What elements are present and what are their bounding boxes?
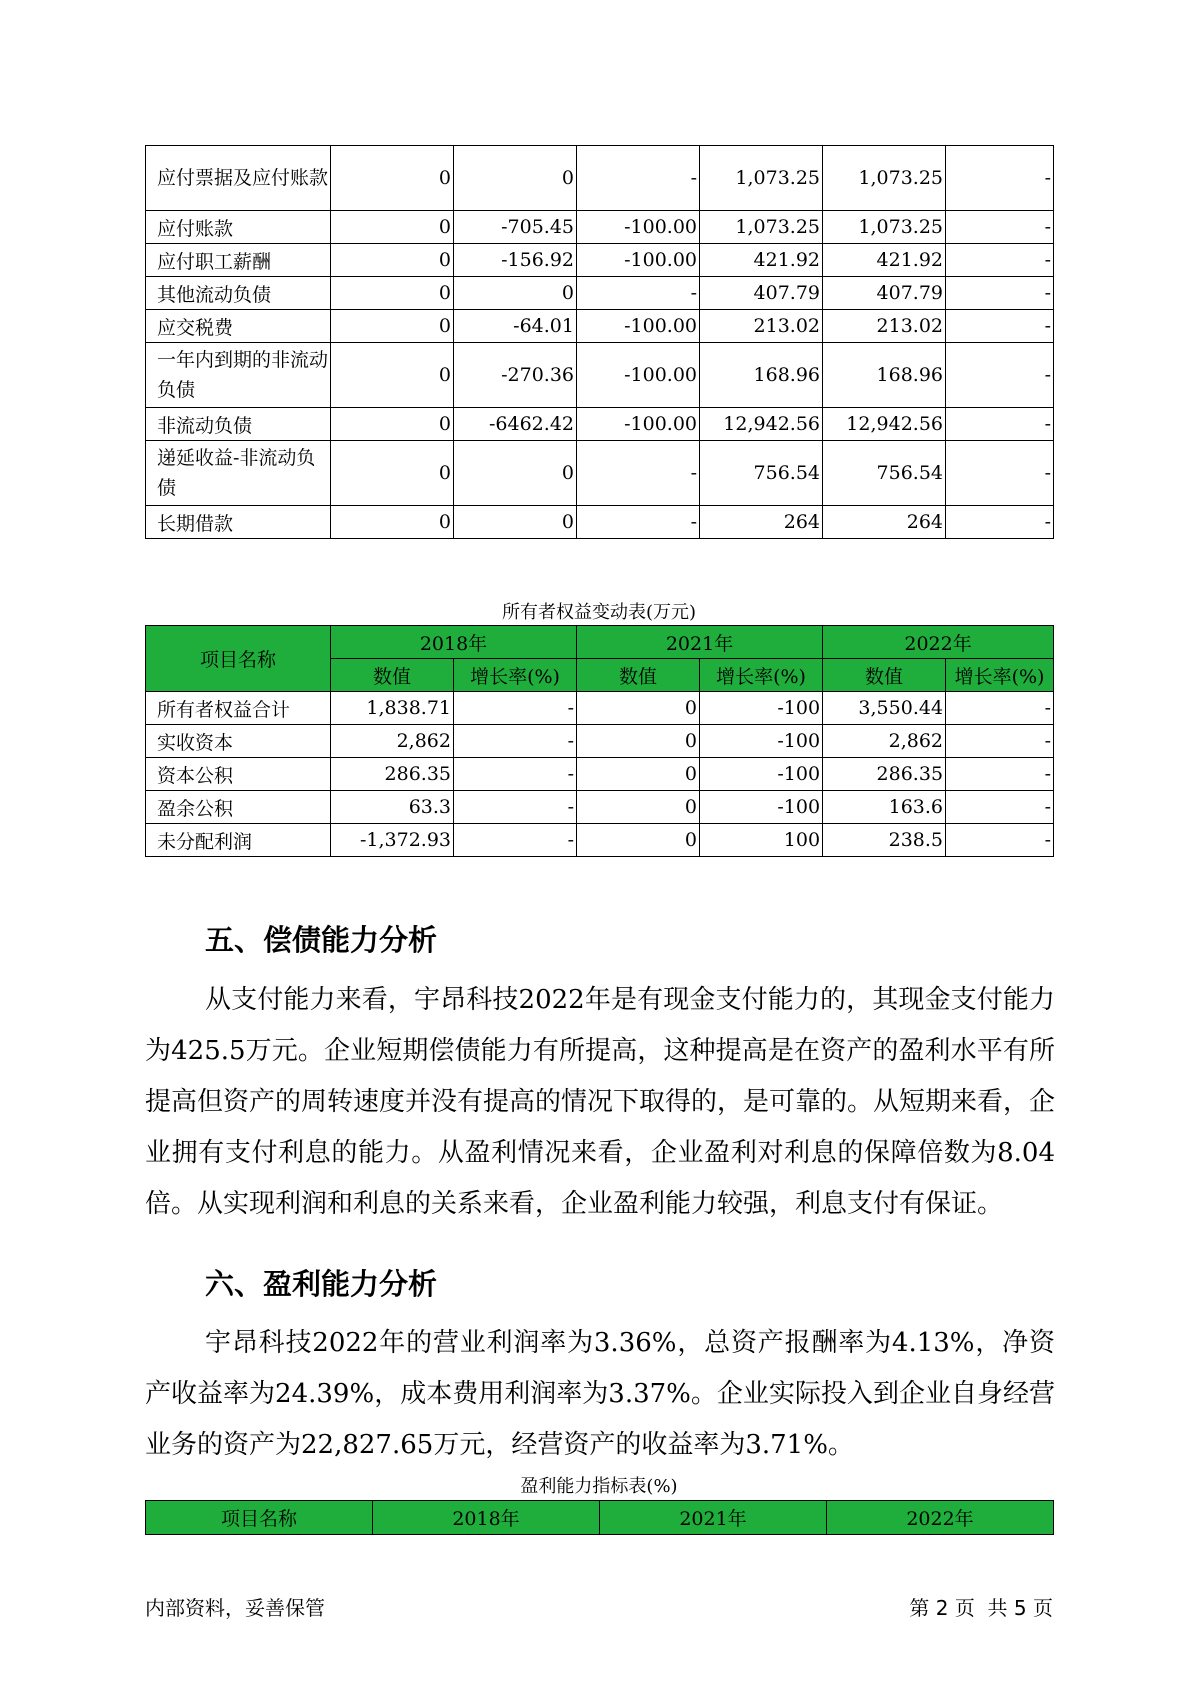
liabilities-cell: 12,942.56 [700,408,823,441]
equity-header-year-2022: 2022年 [823,626,1054,659]
liabilities-cell: 0 [331,441,454,506]
liabilities-cell: -100.00 [577,408,700,441]
liabilities-row [146,441,1054,506]
equity-row-name: 所有者权益合计 [146,692,331,725]
equity-cell: - [454,758,577,791]
liabilities-row-name: 非流动负债 [146,408,331,441]
liabilities-cell: - [946,343,1054,408]
equity-cell: 286.35 [823,758,946,791]
equity-row [146,725,1054,758]
equity-cell: - [946,758,1054,791]
liabilities-cell: -64.01 [454,310,577,343]
liabilities-row [146,211,1054,244]
liabilities-cell: 421.92 [823,244,946,277]
equity-row-name: 实收资本 [146,725,331,758]
liabilities-cell: 0 [331,310,454,343]
liabilities-cell: - [946,441,1054,506]
liabilities-cell: 1,073.25 [700,211,823,244]
liabilities-cell: 213.02 [823,310,946,343]
liabilities-cell: - [577,506,700,539]
liabilities-cell: - [577,277,700,310]
liabilities-cell: 0 [331,146,454,211]
liabilities-cell: - [946,310,1054,343]
equity-cell: - [454,725,577,758]
equity-cell: 1,838.71 [331,692,454,725]
equity-header-year-2018: 2018年 [331,626,577,659]
equity-cell: - [946,791,1054,824]
equity-table [145,625,1054,857]
equity-subheader-growth: 增长率(%) [454,659,577,692]
liabilities-cell: - [946,244,1054,277]
equity-subheader-value: 数值 [331,659,454,692]
liabilities-cell: 0 [331,244,454,277]
equity-row [146,758,1054,791]
section-title-profitability: 六、盈利能力分析 [205,1267,438,1301]
section-title-solvency: 五、偿债能力分析 [205,923,438,957]
equity-row-name: 盈余公积 [146,791,331,824]
liabilities-cell: 407.79 [823,277,946,310]
equity-cell: 0 [577,725,700,758]
profit-header-year-2018: 2018年 [373,1501,600,1535]
profit-header-year-2022: 2022年 [827,1501,1054,1535]
equity-table-caption: 所有者权益变动表(万元) [501,602,697,623]
equity-cell: 238.5 [823,824,946,857]
equity-cell: 0 [577,758,700,791]
equity-subheader-growth: 增长率(%) [946,659,1054,692]
liabilities-cell: 0 [331,343,454,408]
liabilities-cell: 421.92 [700,244,823,277]
liabilities-cell: - [946,146,1054,211]
liabilities-cell: 0 [331,277,454,310]
liabilities-row [146,146,1054,211]
equity-cell: -100 [700,692,823,725]
equity-cell: -100 [700,791,823,824]
equity-cell: - [946,725,1054,758]
liabilities-row [146,408,1054,441]
equity-row-name: 未分配利润 [146,824,331,857]
liabilities-cell: 1,073.25 [823,146,946,211]
paragraph-solvency: 从支付能力来看，宇昂科技2022年是有现金支付能力的，其现金支付能力为425.5万元。企业短期偿债能力有所提高，这种提高是在资产的盈利水平有所提高但资产的周转速度并没有提高的情况下取得的，是可靠的。从短期来看，企业拥有支付利息的能力。从盈利情况来看，企业盈利对利息的保障倍数为8.04倍。从实现利润和利息的关系来看，企业盈利能力较强，利息支付有保证。 [145,985,1056,1219]
liabilities-cell: -100.00 [577,244,700,277]
profit-header-item: 项目名称 [146,1501,373,1535]
footer-page-number: 第 2 页 共 5 页 [909,1596,1053,1620]
equity-cell: 0 [577,692,700,725]
equity-subheader-value: 数值 [823,659,946,692]
liabilities-row [146,506,1054,539]
equity-cell: -1,372.93 [331,824,454,857]
liabilities-cell: -100.00 [577,211,700,244]
equity-cell: - [946,692,1054,725]
liabilities-cell: 12,942.56 [823,408,946,441]
liabilities-cell: 0 [331,211,454,244]
equity-header-item: 项目名称 [146,626,331,692]
liabilities-row [146,310,1054,343]
equity-cell: 0 [577,791,700,824]
liabilities-cell: - [946,506,1054,539]
liabilities-cell: -100.00 [577,310,700,343]
liabilities-cell: 264 [700,506,823,539]
equity-cell: - [454,824,577,857]
liabilities-cell: - [946,277,1054,310]
equity-cell: - [946,824,1054,857]
equity-cell: 63.3 [331,791,454,824]
liabilities-cell: - [946,211,1054,244]
liabilities-cell: 0 [331,506,454,539]
liabilities-row [146,277,1054,310]
paragraph-profitability: 宇昂科技2022年的营业利润率为3.36%，总资产报酬率为4.13%，净资产收益率为24.39%，成本费用利润率为3.37%。企业实际投入到企业自身经营业务的资产为22,827.65万元，经营资产的收益率为3.71%。 [145,1328,1055,1460]
liabilities-cell: 756.54 [823,441,946,506]
liabilities-cell: 0 [454,146,577,211]
equity-cell: -100 [700,758,823,791]
liabilities-table [145,145,1054,539]
liabilities-cell: 0 [454,506,577,539]
liabilities-row-name: 递延收益-非流动负债 [146,441,331,506]
equity-cell: 163.6 [823,791,946,824]
equity-row [146,692,1054,725]
equity-subheader-growth: 增长率(%) [700,659,823,692]
liabilities-cell: 0 [454,277,577,310]
liabilities-cell: 756.54 [700,441,823,506]
equity-subheader-value: 数值 [577,659,700,692]
liabilities-cell: 1,073.25 [823,211,946,244]
liabilities-cell: -156.92 [454,244,577,277]
equity-cell: - [454,692,577,725]
equity-cell: 286.35 [331,758,454,791]
liabilities-row-name: 其他流动负债 [146,277,331,310]
liabilities-cell: 168.96 [823,343,946,408]
equity-cell: - [454,791,577,824]
liabilities-cell: 1,073.25 [700,146,823,211]
liabilities-cell: -705.45 [454,211,577,244]
profit-table-caption: 盈利能力指标表(%) [520,1476,678,1497]
equity-cell: -100 [700,725,823,758]
liabilities-row-name: 应付票据及应付账款 [146,146,331,211]
equity-cell: 3,550.44 [823,692,946,725]
liabilities-cell: 168.96 [700,343,823,408]
liabilities-row-name: 应交税费 [146,310,331,343]
equity-row [146,824,1054,857]
footer-confidential-note: 内部资料，妥善保管 [145,1596,325,1620]
profitability-table [145,1500,1054,1535]
liabilities-cell: - [946,408,1054,441]
liabilities-row-name: 长期借款 [146,506,331,539]
liabilities-cell: 264 [823,506,946,539]
equity-row-name: 资本公积 [146,758,331,791]
liabilities-row-name: 一年内到期的非流动负债 [146,343,331,408]
liabilities-cell: - [577,441,700,506]
liabilities-row [146,343,1054,408]
profit-header-year-2021: 2021年 [600,1501,827,1535]
liabilities-cell: 213.02 [700,310,823,343]
equity-header-year-2021: 2021年 [577,626,823,659]
liabilities-cell: - [577,146,700,211]
equity-cell: 2,862 [331,725,454,758]
equity-row [146,791,1054,824]
liabilities-cell: 407.79 [700,277,823,310]
liabilities-cell: 0 [331,408,454,441]
equity-cell: 100 [700,824,823,857]
liabilities-cell: 0 [454,441,577,506]
liabilities-row-name: 应付账款 [146,211,331,244]
liabilities-cell: -270.36 [454,343,577,408]
liabilities-cell: -6462.42 [454,408,577,441]
equity-cell: 0 [577,824,700,857]
liabilities-row-name: 应付职工薪酬 [146,244,331,277]
liabilities-row [146,244,1054,277]
equity-cell: 2,862 [823,725,946,758]
liabilities-cell: -100.00 [577,343,700,408]
